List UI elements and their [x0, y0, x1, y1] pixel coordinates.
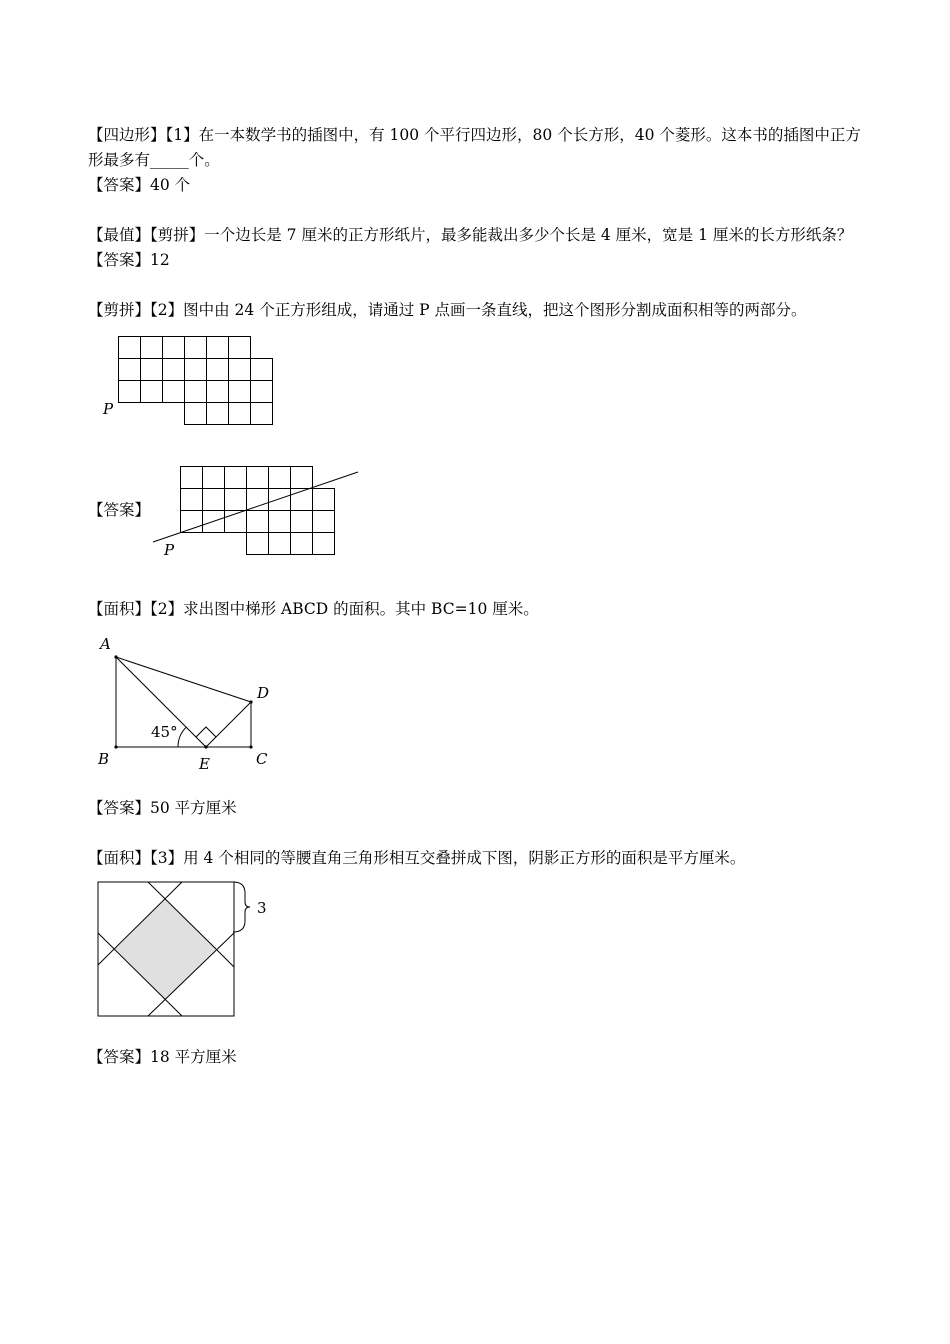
label-e: E: [199, 755, 210, 773]
shaded-square: [115, 899, 216, 1000]
problem-3-answer: 【答案】: [88, 501, 151, 519]
problem-4-answer: 【答案】50 平方厘米: [88, 799, 237, 817]
angle-label: 45°: [151, 723, 178, 741]
problem-5-answer: 【答案】18 平方厘米: [88, 1048, 237, 1066]
grid-answer-figure: [150, 460, 370, 560]
problem-2-answer: 【答案】12: [88, 251, 170, 269]
dividing-line: [153, 472, 358, 542]
problem-1-answer: 【答案】40 个: [88, 176, 191, 194]
problem-1-question-line-2: 形最多有_____个。: [88, 151, 220, 169]
triangles-square-figure: [90, 875, 290, 1025]
problem-3-question: 【剪拼】【2】图中由 24 个正方形组成，请通过 P 点画一条直线，把这个图形分割成面积相等的两部分。: [88, 301, 807, 319]
label-d: D: [257, 684, 270, 702]
grid-figure: [100, 330, 280, 430]
point-p-answer-label: P: [164, 541, 175, 559]
problem-4-question: 【面积】【2】求出图中梯形 ABCD 的面积。其中 BC=10 厘米。: [88, 600, 539, 618]
label-c: C: [256, 750, 268, 768]
problem-5-question: 【面积】【3】用 4 个相同的等腰直角三角形相互交叠拼成下图，阴影正方形的面积是平方厘米。: [88, 849, 746, 867]
problem-1-question-line-1: 【四边形】【1】在一本数学书的插图中，有 100 个平行四边形，80 个长方形，40 个菱形。这本书的插图中正方: [88, 126, 861, 144]
trapezoid-figure: [90, 630, 290, 780]
side-length-label: 3: [257, 899, 267, 917]
problem-2-question: 【最值】【剪拼】一个边长是 7 厘米的正方形纸片，最多能裁出多少个长是 4 厘米，宽是 1 厘米的长方形纸条？: [88, 226, 853, 244]
point-p-label: P: [103, 400, 114, 418]
label-a: A: [100, 635, 111, 653]
label-b: B: [98, 750, 110, 768]
